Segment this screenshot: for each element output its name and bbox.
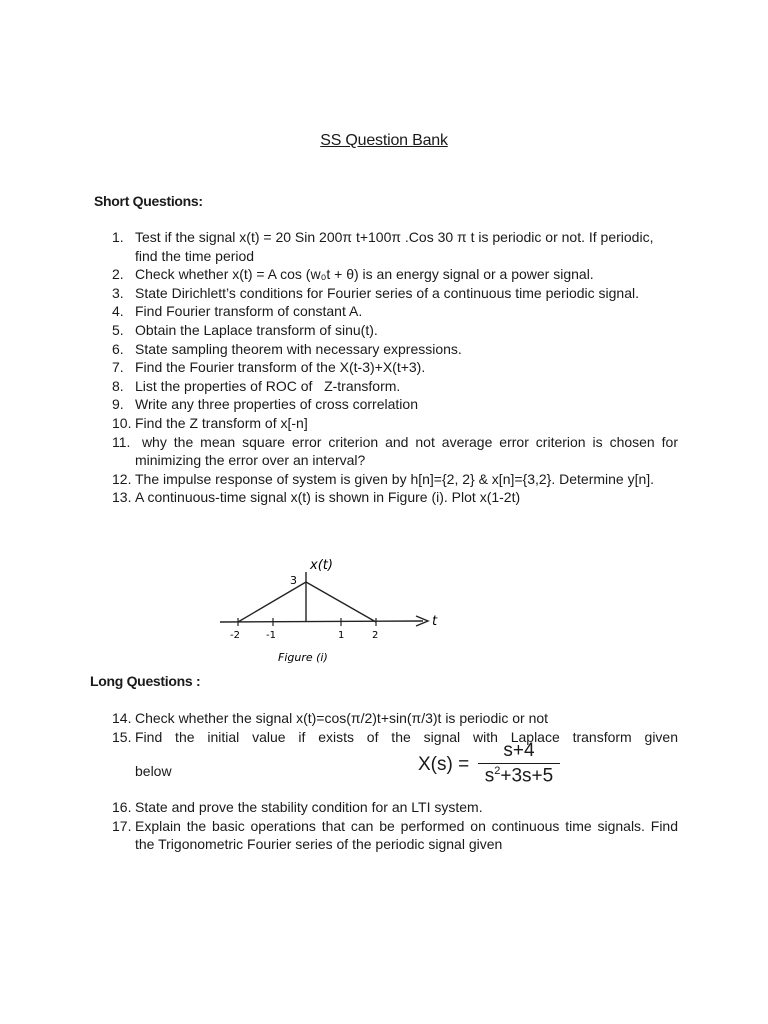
- tick-label: -1: [266, 630, 276, 641]
- question-13: [0, 488, 678, 507]
- page-title: SS Question Bank: [320, 132, 448, 149]
- question-number: 10.: [112, 414, 132, 431]
- x-axis-label: t: [432, 614, 438, 629]
- question-text: Check whether x(t) = A cos (w₀t + θ) is an energy signal or a power signal.: [135, 266, 594, 283]
- long-questions-list: [0, 709, 768, 854]
- question-number: 16.: [112, 799, 132, 816]
- question-number: 8.: [112, 377, 124, 394]
- question-number: 3.: [112, 284, 124, 301]
- question-number: 17.: [112, 817, 132, 834]
- below-word: below: [135, 763, 172, 780]
- question-1: [0, 228, 678, 265]
- long-questions-heading: Long Questions :: [90, 673, 201, 689]
- question-text: Find Fourier transform of constant A.: [135, 303, 363, 320]
- question-number: 13.: [112, 489, 132, 506]
- y-axis-label: x(t): [310, 558, 333, 573]
- question-text: State and prove the stability condition for an LTI system.: [135, 799, 483, 816]
- formula-row: [0, 740, 678, 798]
- question-3: [0, 284, 678, 303]
- fraction-denominator: [478, 764, 560, 787]
- question-text: The impulse response of system is given by h[n]={2, 2} & x[n]={3,2}. Determine y[n].: [135, 470, 655, 487]
- short-questions-list: [0, 228, 768, 507]
- signal-rising-edge: [238, 582, 306, 622]
- question-text: State sampling theorem with necessary expressions.: [135, 340, 462, 357]
- figure-caption: Figure (i): [278, 651, 328, 664]
- question-4: [0, 302, 678, 321]
- signal-plot: [218, 554, 450, 664]
- question-text: State Dirichlett’s conditions for Fourier series of a continuous time periodic signal.: [135, 284, 639, 301]
- question-number: 5.: [112, 321, 124, 338]
- question-text: Find the Z transform of x[-n]: [135, 414, 308, 431]
- signal-falling-edge: [306, 582, 376, 622]
- question-number: 1.: [112, 229, 124, 245]
- question-12: [0, 470, 678, 489]
- tick-label: -2: [230, 630, 240, 641]
- question-2: [0, 265, 678, 284]
- laplace-fraction: [478, 740, 560, 787]
- question-text: Check whether the signal x(t)=cos(π/2)t+sin(π/3)t is periodic or not: [135, 710, 549, 726]
- question-5: [0, 321, 678, 340]
- question-number: 14.: [112, 710, 132, 726]
- tick-label: 1: [338, 630, 345, 641]
- question-9: [0, 395, 678, 414]
- figure-i: [218, 554, 450, 664]
- question-text: Write any three properties of cross correlation: [135, 396, 418, 413]
- denominator-rest: +3s+5: [500, 765, 554, 787]
- question-text: Find the initial value if exists of the signal with Laplace transform given: [135, 728, 678, 745]
- denominator-base: s: [484, 765, 495, 787]
- denominator-exponent: 2: [494, 765, 501, 778]
- question-text: List the properties of ROC of Z-transform.: [135, 377, 401, 394]
- question-text: why the mean square error criterion and not average error criterion is chosen for minimizing the error over an interval?: [135, 433, 710, 469]
- short-questions-heading: Short Questions:: [94, 193, 203, 209]
- question-10: [0, 414, 678, 433]
- question-6: [0, 340, 678, 359]
- time-axis: [220, 621, 423, 622]
- question-text: Test if the signal x(t) = 20 Sin 200π t+100π .Cos 30 π t is periodic or not. If periodic, find the time period: [135, 229, 654, 264]
- question-16: [0, 798, 678, 817]
- peak-label: 3: [290, 574, 297, 587]
- question-11: [0, 433, 710, 470]
- question-number: 15.: [112, 728, 132, 745]
- question-17: [0, 817, 678, 854]
- question-number: 4.: [112, 303, 124, 320]
- question-number: 6.: [112, 340, 124, 357]
- question-text: A continuous-time signal x(t) is shown in Figure (i). Plot x(1-2t): [135, 489, 521, 506]
- question-number: 9.: [112, 396, 124, 413]
- tick-label: 2: [372, 630, 379, 641]
- question-text: Find the Fourier transform of the X(t-3)+X(t+3).: [135, 359, 426, 376]
- question-number: 12.: [112, 470, 132, 487]
- formula-lhs: X(s) =: [418, 754, 470, 776]
- question-text: Obtain the Laplace transform of sinu(t).: [135, 321, 378, 338]
- fraction-numerator: s+4: [478, 740, 560, 764]
- question-number: 11.: [112, 433, 131, 450]
- question-14: [0, 709, 678, 728]
- question-number: 7.: [112, 359, 124, 376]
- question-15: [0, 728, 678, 747]
- question-7: [0, 358, 678, 377]
- question-8: [0, 377, 678, 396]
- question-text: Explain the basic operations that can be performed on continuous time signals. Find the Trigonometric Fourier series of the periodic signal given: [135, 817, 678, 853]
- question-number: 2.: [112, 266, 124, 283]
